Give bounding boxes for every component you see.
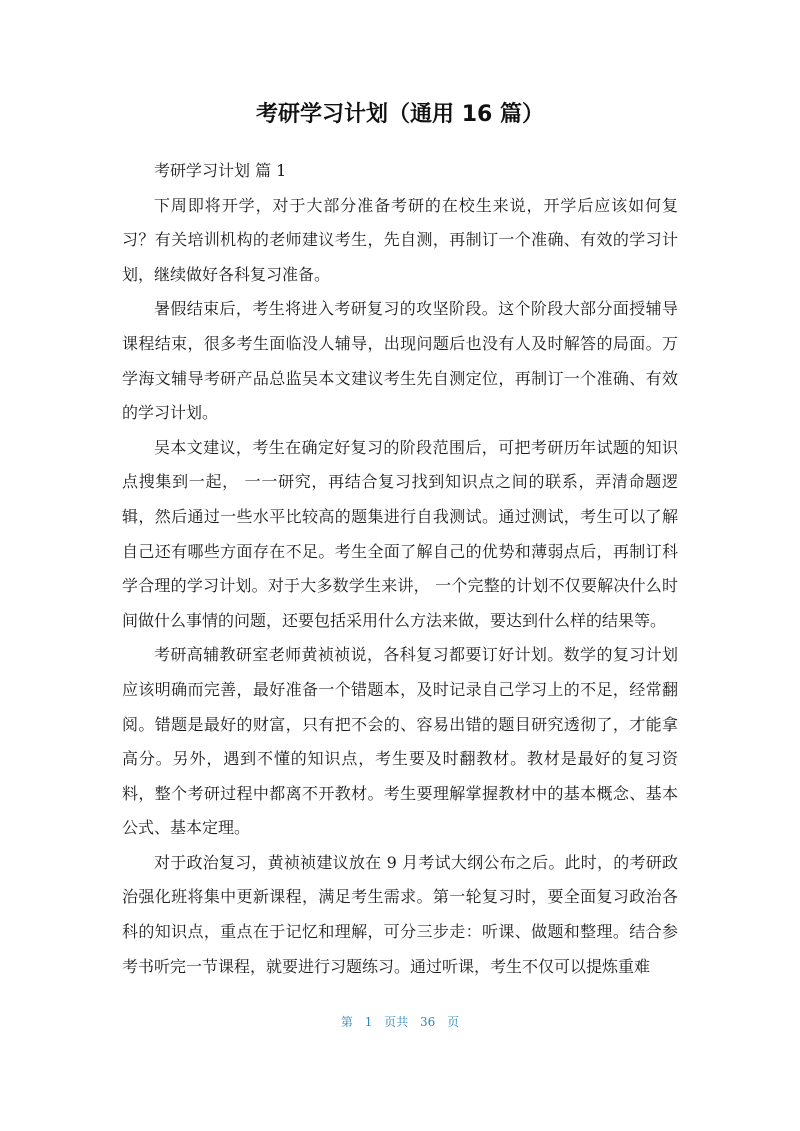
document-title: 考研学习计划（通用 16 篇） [256, 102, 544, 127]
footer-current-page: 1 [364, 1015, 373, 1029]
footer-total-pages: 36 [420, 1015, 436, 1029]
paragraph-4: 考研高辅教研室老师黄祯祯说，各科复习都要订好计划。数学的复习计划应该明确而完善，最好准备一个错题本，及时记录自己学习上的不足，经常翻阅。错题是最好的财富，只有把不会的、容易出错的题目研究透彻了，才能拿高分。另外，遇到不懂的知识点，考生要及时翻教材。教材是最好的复习资料，整个考研过程中都离不开教材。考生要理解掌握教材中的基本概念、基本公式、基本定理。 [122, 645, 678, 838]
paragraph-2: 暑假结束后，考生将进入考研复习的攻坚阶段。这个阶段大部分面授辅导课程结束，很多考生面临没人辅导，出现问题后也没有人及时解答的局面。万学海文辅导考研产品总监吴本文建议考生先自测定位，再制订一个准确、有效的学习计划。 [122, 299, 678, 423]
paragraph-1: 下周即将开学，对于大部分准备考研的在校生来说，开学后应该如何复习？有关培训机构的老师建议考生，先自测，再制订一个准确、有效的学习计划，继续做好各科复习准备。 [122, 195, 678, 284]
section-heading: 考研学习计划 篇 1 [154, 161, 287, 180]
footer-suffix: 页 [447, 1015, 460, 1029]
page-footer [0, 1012, 800, 1032]
footer-middle: 页共 [384, 1015, 409, 1029]
document-body [122, 154, 678, 984]
paragraph-5: 对于政治复习，黄祯祯建议放在 9 月考试大纲公布之后。此时，的考研政治强化班将集中更新课程，满足考生需求。第一轮复习时，要全面复习政治各科的知识点，重点在于记忆和理解，可分三步走：听课、做题和整理。结合参考书听完一节课程，就要进行习题练习。通过听课，考生不仅可以提炼重难 [122, 852, 678, 976]
footer-prefix: 第 [340, 1015, 353, 1029]
paragraph-3: 吴本文建议，考生在确定好复习的阶段范围后，可把考研历年试题的知识点搜集到一起， 一一研究，再结合复习找到知识点之间的联系，弄清命题逻辑，然后通过一些水平比较高的题集进行自我测试。通过测试，考生可以了解自己还有哪些方面存在不足。考生全面了解自己的优势和薄弱点后，再制订科学合理的学习计划。对于大多数学生来讲， 一个完整的计划不仅要解决什么时间做什么事情的问题，还要包括采用什么方法来做，要达到什么样的结果等。 [122, 437, 678, 630]
